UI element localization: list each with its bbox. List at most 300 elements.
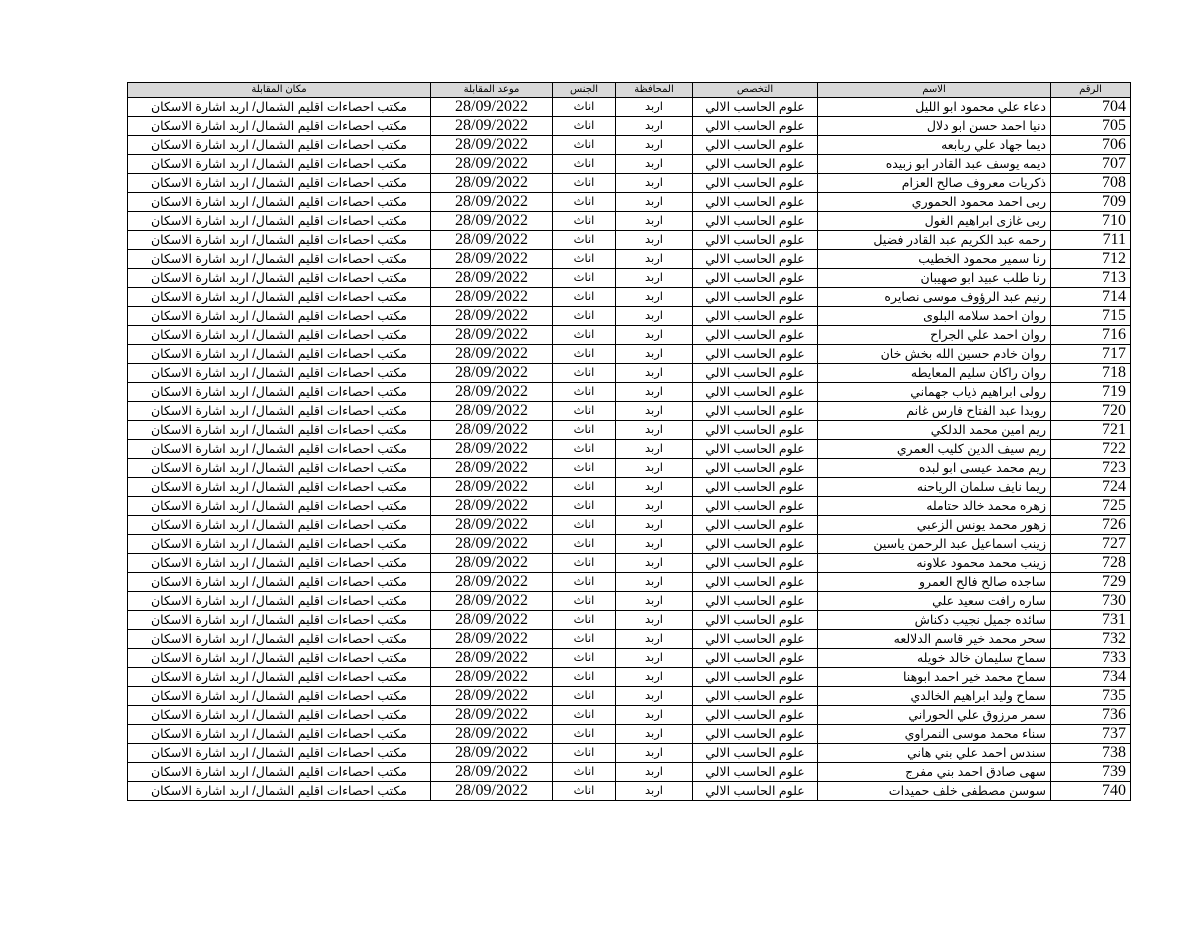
cell-name: ريما نايف سلمان الرياحنه xyxy=(818,478,1051,497)
cell-interview-place: مكتب احصاءات اقليم الشمال/ اربد اشارة الاسكان xyxy=(128,136,431,155)
cell-interview-place: مكتب احصاءات اقليم الشمال/ اربد اشارة الاسكان xyxy=(128,478,431,497)
table-row xyxy=(128,250,1131,269)
cell-interview-date: 28/09/2022 xyxy=(431,364,553,383)
cell-name: سندس احمد علي بني هاني xyxy=(818,744,1051,763)
cell-number: 716 xyxy=(1051,326,1131,345)
cell-name: سماح محمد خير احمد ابوهنا xyxy=(818,668,1051,687)
cell-number: 705 xyxy=(1051,117,1131,136)
cell-name: سماح سليمان خالد خويله xyxy=(818,649,1051,668)
cell-interview-place: مكتب احصاءات اقليم الشمال/ اربد اشارة الاسكان xyxy=(128,155,431,174)
cell-governorate: اربد xyxy=(616,421,693,440)
cell-interview-place: مكتب احصاءات اقليم الشمال/ اربد اشارة الاسكان xyxy=(128,706,431,725)
cell-interview-date: 28/09/2022 xyxy=(431,402,553,421)
cell-specialization: علوم الحاسب الالي xyxy=(693,98,818,117)
cell-gender: اناث xyxy=(553,782,616,801)
cell-number: 713 xyxy=(1051,269,1131,288)
cell-gender: اناث xyxy=(553,212,616,231)
cell-interview-date: 28/09/2022 xyxy=(431,706,553,725)
cell-gender: اناث xyxy=(553,687,616,706)
cell-interview-date: 28/09/2022 xyxy=(431,459,553,478)
cell-number: 731 xyxy=(1051,611,1131,630)
cell-interview-place: مكتب احصاءات اقليم الشمال/ اربد اشارة الاسكان xyxy=(128,193,431,212)
cell-specialization: علوم الحاسب الالي xyxy=(693,763,818,782)
cell-gender: اناث xyxy=(553,592,616,611)
table-row xyxy=(128,649,1131,668)
header-specialization: التخصص xyxy=(693,83,818,98)
header-interview-place: مكان المقابلة xyxy=(128,83,431,98)
cell-gender: اناث xyxy=(553,459,616,478)
cell-specialization: علوم الحاسب الالي xyxy=(693,307,818,326)
table-row xyxy=(128,725,1131,744)
cell-interview-place: مكتب احصاءات اقليم الشمال/ اربد اشارة الاسكان xyxy=(128,250,431,269)
cell-interview-place: مكتب احصاءات اقليم الشمال/ اربد اشارة الاسكان xyxy=(128,592,431,611)
cell-specialization: علوم الحاسب الالي xyxy=(693,725,818,744)
table-row xyxy=(128,440,1131,459)
cell-gender: اناث xyxy=(553,402,616,421)
cell-gender: اناث xyxy=(553,98,616,117)
table-row xyxy=(128,174,1131,193)
cell-number: 723 xyxy=(1051,459,1131,478)
table-row xyxy=(128,98,1131,117)
cell-interview-place: مكتب احصاءات اقليم الشمال/ اربد اشارة الاسكان xyxy=(128,117,431,136)
cell-interview-place: مكتب احصاءات اقليم الشمال/ اربد اشارة الاسكان xyxy=(128,630,431,649)
cell-number: 740 xyxy=(1051,782,1131,801)
cell-interview-place: مكتب احصاءات اقليم الشمال/ اربد اشارة الاسكان xyxy=(128,345,431,364)
cell-interview-place: مكتب احصاءات اقليم الشمال/ اربد اشارة الاسكان xyxy=(128,573,431,592)
cell-governorate: اربد xyxy=(616,250,693,269)
cell-name: ذكريات معروف صالح العزام xyxy=(818,174,1051,193)
table-row xyxy=(128,345,1131,364)
cell-interview-date: 28/09/2022 xyxy=(431,516,553,535)
cell-number: 738 xyxy=(1051,744,1131,763)
cell-governorate: اربد xyxy=(616,478,693,497)
cell-specialization: علوم الحاسب الالي xyxy=(693,649,818,668)
cell-name: سائده جميل نجيب دكناش xyxy=(818,611,1051,630)
table-row xyxy=(128,155,1131,174)
cell-gender: اناث xyxy=(553,269,616,288)
cell-interview-place: مكتب احصاءات اقليم الشمال/ اربد اشارة الاسكان xyxy=(128,269,431,288)
cell-governorate: اربد xyxy=(616,364,693,383)
cell-specialization: علوم الحاسب الالي xyxy=(693,497,818,516)
cell-interview-place: مكتب احصاءات اقليم الشمال/ اربد اشارة الاسكان xyxy=(128,516,431,535)
cell-interview-place: مكتب احصاءات اقليم الشمال/ اربد اشارة الاسكان xyxy=(128,554,431,573)
table-row xyxy=(128,459,1131,478)
cell-gender: اناث xyxy=(553,725,616,744)
cell-interview-place: مكتب احصاءات اقليم الشمال/ اربد اشارة الاسكان xyxy=(128,649,431,668)
cell-gender: اناث xyxy=(553,345,616,364)
table-row xyxy=(128,193,1131,212)
table-row xyxy=(128,782,1131,801)
cell-gender: اناث xyxy=(553,554,616,573)
table-row xyxy=(128,136,1131,155)
cell-interview-place: مكتب احصاءات اقليم الشمال/ اربد اشارة الاسكان xyxy=(128,383,431,402)
table-row xyxy=(128,421,1131,440)
table-row xyxy=(128,516,1131,535)
cell-interview-place: مكتب احصاءات اقليم الشمال/ اربد اشارة الاسكان xyxy=(128,421,431,440)
table-row xyxy=(128,554,1131,573)
cell-number: 721 xyxy=(1051,421,1131,440)
cell-number: 714 xyxy=(1051,288,1131,307)
cell-number: 709 xyxy=(1051,193,1131,212)
cell-number: 720 xyxy=(1051,402,1131,421)
cell-number: 711 xyxy=(1051,231,1131,250)
cell-number: 725 xyxy=(1051,497,1131,516)
cell-number: 729 xyxy=(1051,573,1131,592)
cell-specialization: علوم الحاسب الالي xyxy=(693,554,818,573)
cell-specialization: علوم الحاسب الالي xyxy=(693,573,818,592)
cell-number: 708 xyxy=(1051,174,1131,193)
cell-interview-date: 28/09/2022 xyxy=(431,630,553,649)
cell-governorate: اربد xyxy=(616,269,693,288)
cell-number: 715 xyxy=(1051,307,1131,326)
cell-name: ساره رافت سعيد علي xyxy=(818,592,1051,611)
cell-gender: اناث xyxy=(553,744,616,763)
cell-specialization: علوم الحاسب الالي xyxy=(693,630,818,649)
cell-specialization: علوم الحاسب الالي xyxy=(693,193,818,212)
cell-interview-place: مكتب احصاءات اقليم الشمال/ اربد اشارة الاسكان xyxy=(128,668,431,687)
cell-name: سناء محمد موسى النمراوي xyxy=(818,725,1051,744)
cell-interview-place: مكتب احصاءات اقليم الشمال/ اربد اشارة الاسكان xyxy=(128,326,431,345)
cell-specialization: علوم الحاسب الالي xyxy=(693,782,818,801)
cell-interview-place: مكتب احصاءات اقليم الشمال/ اربد اشارة الاسكان xyxy=(128,744,431,763)
cell-interview-place: مكتب احصاءات اقليم الشمال/ اربد اشارة الاسكان xyxy=(128,763,431,782)
cell-governorate: اربد xyxy=(616,345,693,364)
cell-gender: اناث xyxy=(553,155,616,174)
cell-specialization: علوم الحاسب الالي xyxy=(693,345,818,364)
table-row xyxy=(128,326,1131,345)
cell-interview-place: مكتب احصاءات اقليم الشمال/ اربد اشارة الاسكان xyxy=(128,364,431,383)
cell-governorate: اربد xyxy=(616,440,693,459)
cell-interview-place: مكتب احصاءات اقليم الشمال/ اربد اشارة الاسكان xyxy=(128,98,431,117)
cell-governorate: اربد xyxy=(616,554,693,573)
cell-governorate: اربد xyxy=(616,98,693,117)
cell-governorate: اربد xyxy=(616,326,693,345)
cell-interview-place: مكتب احصاءات اقليم الشمال/ اربد اشارة الاسكان xyxy=(128,288,431,307)
cell-interview-place: مكتب احصاءات اقليم الشمال/ اربد اشارة الاسكان xyxy=(128,402,431,421)
cell-specialization: علوم الحاسب الالي xyxy=(693,535,818,554)
cell-specialization: علوم الحاسب الالي xyxy=(693,478,818,497)
cell-name: زينب محمد محمود علاونه xyxy=(818,554,1051,573)
cell-specialization: علوم الحاسب الالي xyxy=(693,269,818,288)
header-number: الرقم xyxy=(1051,83,1131,98)
cell-gender: اناث xyxy=(553,478,616,497)
cell-interview-date: 28/09/2022 xyxy=(431,535,553,554)
cell-specialization: علوم الحاسب الالي xyxy=(693,288,818,307)
cell-name: زهره محمد خالد حتامله xyxy=(818,497,1051,516)
cell-name: زهور محمد يونس الزعبي xyxy=(818,516,1051,535)
cell-name: ديمه يوسف عبد القادر ابو زبيده xyxy=(818,155,1051,174)
cell-governorate: اربد xyxy=(616,117,693,136)
cell-gender: اناث xyxy=(553,497,616,516)
table-row xyxy=(128,592,1131,611)
cell-interview-place: مكتب احصاءات اقليم الشمال/ اربد اشارة الاسكان xyxy=(128,725,431,744)
cell-number: 704 xyxy=(1051,98,1131,117)
cell-specialization: علوم الحاسب الالي xyxy=(693,250,818,269)
cell-governorate: اربد xyxy=(616,497,693,516)
table-row xyxy=(128,744,1131,763)
cell-name: ريم امين محمد الدلكي xyxy=(818,421,1051,440)
cell-name: ريم سيف الدين كليب العمري xyxy=(818,440,1051,459)
cell-specialization: علوم الحاسب الالي xyxy=(693,155,818,174)
cell-interview-place: مكتب احصاءات اقليم الشمال/ اربد اشارة الاسكان xyxy=(128,497,431,516)
cell-interview-date: 28/09/2022 xyxy=(431,744,553,763)
cell-interview-date: 28/09/2022 xyxy=(431,782,553,801)
cell-governorate: اربد xyxy=(616,630,693,649)
table-row xyxy=(128,269,1131,288)
cell-gender: اناث xyxy=(553,516,616,535)
cell-governorate: اربد xyxy=(616,763,693,782)
cell-number: 727 xyxy=(1051,535,1131,554)
cell-name: سماح وليد ابراهيم الخالدي xyxy=(818,687,1051,706)
cell-gender: اناث xyxy=(553,630,616,649)
cell-governorate: اربد xyxy=(616,573,693,592)
cell-interview-date: 28/09/2022 xyxy=(431,231,553,250)
cell-gender: اناث xyxy=(553,364,616,383)
candidates-table xyxy=(127,82,1131,801)
cell-gender: اناث xyxy=(553,383,616,402)
cell-gender: اناث xyxy=(553,288,616,307)
cell-specialization: علوم الحاسب الالي xyxy=(693,231,818,250)
cell-name: رنيم عبد الرؤوف موسى نصايره xyxy=(818,288,1051,307)
cell-interview-date: 28/09/2022 xyxy=(431,592,553,611)
cell-number: 728 xyxy=(1051,554,1131,573)
cell-number: 732 xyxy=(1051,630,1131,649)
table-row xyxy=(128,231,1131,250)
table-row xyxy=(128,307,1131,326)
cell-gender: اناث xyxy=(553,573,616,592)
cell-governorate: اربد xyxy=(616,611,693,630)
table-row xyxy=(128,383,1131,402)
cell-name: سوسن مصطفى خلف حميدات xyxy=(818,782,1051,801)
cell-name: سمر مرزوق علي الحوراني xyxy=(818,706,1051,725)
cell-name: رنا سمير محمود الخطيب xyxy=(818,250,1051,269)
cell-interview-date: 28/09/2022 xyxy=(431,136,553,155)
cell-governorate: اربد xyxy=(616,744,693,763)
table-row xyxy=(128,364,1131,383)
cell-interview-date: 28/09/2022 xyxy=(431,98,553,117)
cell-interview-date: 28/09/2022 xyxy=(431,212,553,231)
cell-specialization: علوم الحاسب الالي xyxy=(693,117,818,136)
cell-number: 726 xyxy=(1051,516,1131,535)
cell-governorate: اربد xyxy=(616,136,693,155)
cell-name: روان خادم حسين الله بخش خان xyxy=(818,345,1051,364)
cell-interview-date: 28/09/2022 xyxy=(431,174,553,193)
cell-name: سحر محمد خير قاسم الدلالعه xyxy=(818,630,1051,649)
table-row xyxy=(128,763,1131,782)
cell-name: روان احمد سلامه البلوى xyxy=(818,307,1051,326)
cell-number: 719 xyxy=(1051,383,1131,402)
header-name: الاسم xyxy=(818,83,1051,98)
cell-governorate: اربد xyxy=(616,668,693,687)
cell-interview-date: 28/09/2022 xyxy=(431,668,553,687)
cell-interview-place: مكتب احصاءات اقليم الشمال/ اربد اشارة الاسكان xyxy=(128,174,431,193)
cell-interview-place: مكتب احصاءات اقليم الشمال/ اربد اشارة الاسكان xyxy=(128,307,431,326)
cell-number: 722 xyxy=(1051,440,1131,459)
cell-governorate: اربد xyxy=(616,535,693,554)
cell-number: 707 xyxy=(1051,155,1131,174)
table-header xyxy=(128,83,1131,98)
cell-interview-date: 28/09/2022 xyxy=(431,763,553,782)
cell-number: 733 xyxy=(1051,649,1131,668)
cell-interview-date: 28/09/2022 xyxy=(431,250,553,269)
cell-gender: اناث xyxy=(553,535,616,554)
cell-governorate: اربد xyxy=(616,592,693,611)
cell-interview-date: 28/09/2022 xyxy=(431,649,553,668)
cell-interview-place: مكتب احصاءات اقليم الشمال/ اربد اشارة الاسكان xyxy=(128,611,431,630)
cell-number: 734 xyxy=(1051,668,1131,687)
cell-interview-date: 28/09/2022 xyxy=(431,326,553,345)
cell-gender: اناث xyxy=(553,706,616,725)
cell-interview-date: 28/09/2022 xyxy=(431,193,553,212)
cell-gender: اناث xyxy=(553,440,616,459)
cell-governorate: اربد xyxy=(616,782,693,801)
cell-interview-date: 28/09/2022 xyxy=(431,554,553,573)
cell-name: روان راكان سليم المعايطه xyxy=(818,364,1051,383)
cell-gender: اناث xyxy=(553,117,616,136)
table-row xyxy=(128,687,1131,706)
table-row xyxy=(128,478,1131,497)
cell-number: 724 xyxy=(1051,478,1131,497)
cell-number: 735 xyxy=(1051,687,1131,706)
cell-specialization: علوم الحاسب الالي xyxy=(693,440,818,459)
cell-name: ربى غازى ابراهيم الغول xyxy=(818,212,1051,231)
cell-specialization: علوم الحاسب الالي xyxy=(693,668,818,687)
cell-specialization: علوم الحاسب الالي xyxy=(693,592,818,611)
table-row xyxy=(128,573,1131,592)
header-governorate: المحافظة xyxy=(616,83,693,98)
cell-number: 737 xyxy=(1051,725,1131,744)
cell-name: رحمه عبد الكريم عبد القادر فضيل xyxy=(818,231,1051,250)
cell-governorate: اربد xyxy=(616,155,693,174)
cell-name: ديما جهاد علي ربابعه xyxy=(818,136,1051,155)
cell-gender: اناث xyxy=(553,421,616,440)
cell-name: زينب اسماعيل عبد الرحمن ياسين xyxy=(818,535,1051,554)
cell-interview-place: مكتب احصاءات اقليم الشمال/ اربد اشارة الاسكان xyxy=(128,459,431,478)
cell-governorate: اربد xyxy=(616,402,693,421)
table-row xyxy=(128,288,1131,307)
cell-gender: اناث xyxy=(553,250,616,269)
cell-name: رنا طلب عبيد ابو صهيبان xyxy=(818,269,1051,288)
cell-name: ربى احمد محمود الحموري xyxy=(818,193,1051,212)
cell-interview-date: 28/09/2022 xyxy=(431,288,553,307)
table-row xyxy=(128,535,1131,554)
cell-gender: اناث xyxy=(553,668,616,687)
header-interview-date: موعد المقابلة xyxy=(431,83,553,98)
cell-governorate: اربد xyxy=(616,725,693,744)
cell-gender: اناث xyxy=(553,326,616,345)
cell-specialization: علوم الحاسب الالي xyxy=(693,516,818,535)
table-row xyxy=(128,402,1131,421)
cell-number: 717 xyxy=(1051,345,1131,364)
cell-number: 718 xyxy=(1051,364,1131,383)
cell-interview-date: 28/09/2022 xyxy=(431,478,553,497)
table-row xyxy=(128,497,1131,516)
cell-interview-place: مكتب احصاءات اقليم الشمال/ اربد اشارة الاسكان xyxy=(128,212,431,231)
cell-specialization: علوم الحاسب الالي xyxy=(693,402,818,421)
table-row xyxy=(128,668,1131,687)
cell-governorate: اربد xyxy=(616,687,693,706)
cell-interview-date: 28/09/2022 xyxy=(431,497,553,516)
cell-specialization: علوم الحاسب الالي xyxy=(693,326,818,345)
table-row xyxy=(128,706,1131,725)
cell-name: ساجده صالح فالح العمرو xyxy=(818,573,1051,592)
cell-specialization: علوم الحاسب الالي xyxy=(693,136,818,155)
cell-name: ريم محمد عيسى ابو لبده xyxy=(818,459,1051,478)
cell-specialization: علوم الحاسب الالي xyxy=(693,364,818,383)
cell-governorate: اربد xyxy=(616,231,693,250)
cell-name: دعاء علي محمود ابو الليل xyxy=(818,98,1051,117)
cell-governorate: اربد xyxy=(616,383,693,402)
header-gender: الجنس xyxy=(553,83,616,98)
cell-interview-date: 28/09/2022 xyxy=(431,421,553,440)
cell-gender: اناث xyxy=(553,193,616,212)
cell-governorate: اربد xyxy=(616,706,693,725)
cell-interview-date: 28/09/2022 xyxy=(431,573,553,592)
table-row xyxy=(128,630,1131,649)
table-body xyxy=(128,98,1131,801)
cell-name: سهى صادق احمد بني مفرج xyxy=(818,763,1051,782)
table-row xyxy=(128,212,1131,231)
cell-gender: اناث xyxy=(553,174,616,193)
cell-gender: اناث xyxy=(553,611,616,630)
cell-governorate: اربد xyxy=(616,459,693,478)
cell-number: 739 xyxy=(1051,763,1131,782)
cell-gender: اناث xyxy=(553,649,616,668)
cell-number: 712 xyxy=(1051,250,1131,269)
cell-specialization: علوم الحاسب الالي xyxy=(693,174,818,193)
cell-interview-date: 28/09/2022 xyxy=(431,155,553,174)
cell-interview-date: 28/09/2022 xyxy=(431,269,553,288)
cell-governorate: اربد xyxy=(616,307,693,326)
table-row xyxy=(128,611,1131,630)
cell-number: 730 xyxy=(1051,592,1131,611)
cell-specialization: علوم الحاسب الالي xyxy=(693,687,818,706)
cell-specialization: علوم الحاسب الالي xyxy=(693,706,818,725)
cell-governorate: اربد xyxy=(616,193,693,212)
cell-number: 736 xyxy=(1051,706,1131,725)
header-row xyxy=(128,83,1131,98)
cell-interview-date: 28/09/2022 xyxy=(431,345,553,364)
cell-name: دنيا احمد حسن ابو دلال xyxy=(818,117,1051,136)
cell-gender: اناث xyxy=(553,307,616,326)
table-row xyxy=(128,117,1131,136)
cell-specialization: علوم الحاسب الالي xyxy=(693,459,818,478)
cell-interview-place: مكتب احصاءات اقليم الشمال/ اربد اشارة الاسكان xyxy=(128,231,431,250)
cell-governorate: اربد xyxy=(616,516,693,535)
cell-governorate: اربد xyxy=(616,649,693,668)
cell-interview-date: 28/09/2022 xyxy=(431,117,553,136)
cell-interview-place: مكتب احصاءات اقليم الشمال/ اربد اشارة الاسكان xyxy=(128,440,431,459)
cell-number: 706 xyxy=(1051,136,1131,155)
cell-gender: اناث xyxy=(553,763,616,782)
cell-specialization: علوم الحاسب الالي xyxy=(693,421,818,440)
cell-number: 710 xyxy=(1051,212,1131,231)
cell-interview-date: 28/09/2022 xyxy=(431,383,553,402)
cell-interview-date: 28/09/2022 xyxy=(431,611,553,630)
cell-interview-place: مكتب احصاءات اقليم الشمال/ اربد اشارة الاسكان xyxy=(128,782,431,801)
cell-specialization: علوم الحاسب الالي xyxy=(693,383,818,402)
cell-specialization: علوم الحاسب الالي xyxy=(693,611,818,630)
cell-interview-place: مكتب احصاءات اقليم الشمال/ اربد اشارة الاسكان xyxy=(128,687,431,706)
cell-name: رولى ابراهيم ذياب جهماني xyxy=(818,383,1051,402)
cell-governorate: اربد xyxy=(616,212,693,231)
cell-interview-date: 28/09/2022 xyxy=(431,725,553,744)
cell-interview-date: 28/09/2022 xyxy=(431,307,553,326)
cell-name: روان احمد علي الجراح xyxy=(818,326,1051,345)
cell-gender: اناث xyxy=(553,231,616,250)
cell-interview-date: 28/09/2022 xyxy=(431,440,553,459)
cell-name: رويدا عبد الفتاح فارس غانم xyxy=(818,402,1051,421)
